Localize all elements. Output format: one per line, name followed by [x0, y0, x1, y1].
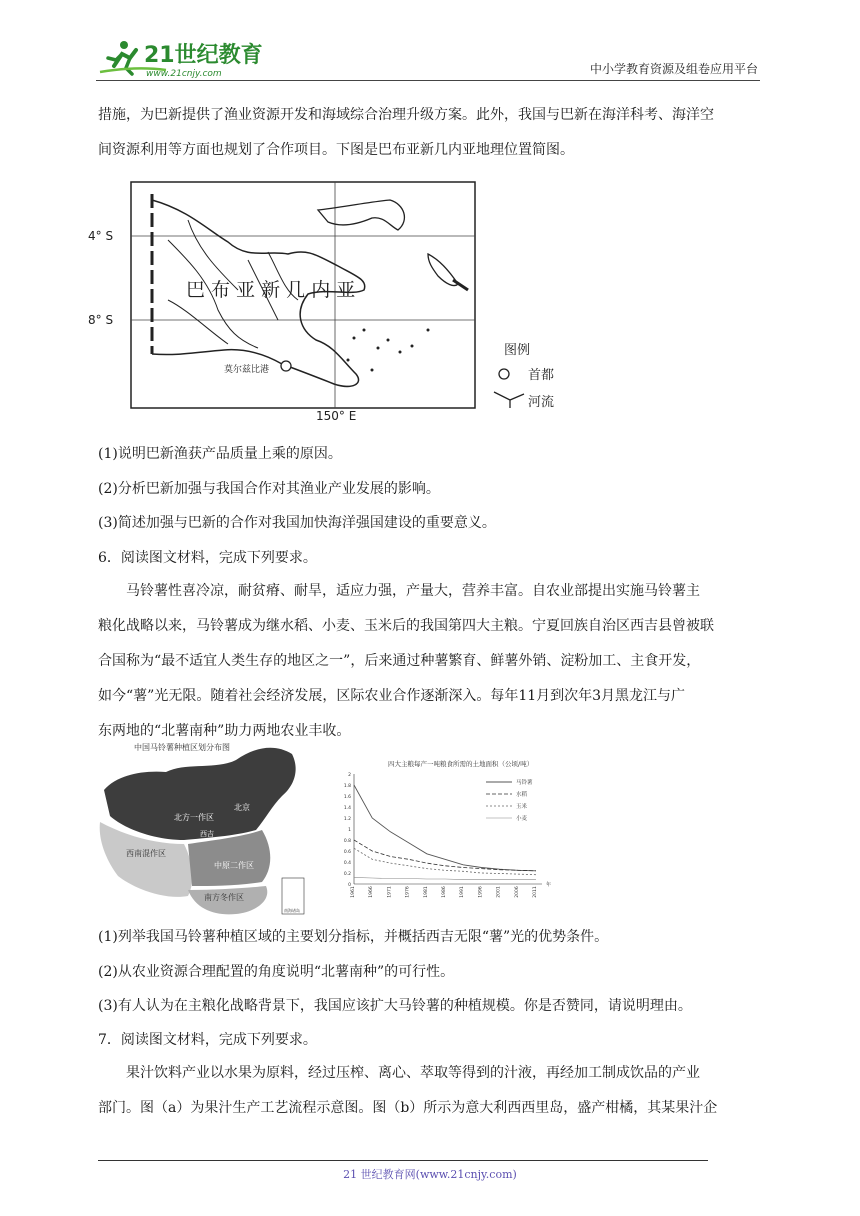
x-tick-label: 1981: [423, 886, 429, 898]
legend-river-label: 河流: [528, 395, 555, 410]
series-line-2: [354, 848, 536, 874]
region-north: [104, 748, 296, 840]
intro-paragraph: [98, 98, 762, 168]
footer-text: 21 世纪教育网(www.21cnjy.com): [343, 1168, 517, 1181]
lon-150e-label: 150° E: [316, 409, 357, 423]
png-map-figure: [88, 180, 568, 423]
legend-river-icon: [494, 392, 524, 408]
legend-label-3: 小麦: [516, 816, 528, 822]
q5-item-2: (2)分析巴新加强与我国合作对其渔业产业发展的影响。: [98, 481, 440, 497]
y-tick-label: 0.6: [343, 850, 351, 855]
y-tick-label: 1.2: [343, 817, 351, 822]
series-line-3: [354, 877, 536, 879]
q6-item-1: (1)列举我国马铃薯种植区域的主要划分指标，并概括西吉无限“薯”光的优势条件。: [98, 929, 609, 945]
q6-passage-line-5: 东两地的“北薯南种”助力两地农业丰收。: [98, 723, 351, 739]
site-logo: [96, 36, 266, 80]
x-tick-label: 2011: [533, 886, 538, 898]
header-divider: [96, 80, 760, 81]
q6-passage: [98, 574, 762, 749]
region-central-label: 中原二作区: [214, 861, 254, 870]
x-tick-label: 1996: [478, 886, 484, 898]
lat-8s-label: 8° S: [88, 313, 114, 327]
inset-label: 南海诸岛: [284, 908, 300, 913]
y-tick-label: 2: [348, 773, 351, 778]
y-tick-label: 1: [348, 828, 351, 833]
q6-passage-line-1: 马铃薯性喜冷凉，耐贫瘠、耐旱，适应力强，产量大，营养丰富。自农业部提出实施马铃薯主: [126, 583, 700, 599]
x-tick-label: 1991: [460, 886, 466, 898]
q6-item-2: (2)从农业资源合理配置的角度说明“北薯南种”的可行性。: [98, 964, 455, 980]
q6-item-3: (3)有人认为在主粮化战略背景下，我国应该扩大马铃薯的种植规模。你是否赞同，请说明理由。: [98, 998, 692, 1014]
x-axis-label: 年: [546, 882, 552, 888]
x-tick-label: 1971: [387, 886, 393, 898]
platform-label: 中小学教育资源及组卷应用平台: [589, 62, 758, 76]
capital-label: 莫尔兹比港: [224, 365, 270, 375]
q6-passage-line-4: 如今“薯”光无限。随着社会经济发展，区际农业合作逐渐深入。每年11月到次年3月黑龙江与广: [98, 688, 686, 704]
q7-passage-line-2: 部门。图（a）为果汁生产工艺流程示意图。图（b）所示为意大利西西里岛，盛产柑橘，其某果汁企: [98, 1100, 718, 1116]
lat-4s-label: 4° S: [88, 229, 114, 243]
logo-sub-text: www.21cnjy.com: [146, 69, 222, 79]
y-tick-label: 0.2: [343, 872, 351, 877]
y-tick-label: 1.4: [343, 806, 351, 811]
q6-title: 6．阅读图文材料，完成下列要求。: [98, 550, 317, 566]
q5-item-1: (1)说明巴新渔获产品质量上乘的原因。: [98, 446, 342, 462]
logo-main-text: 21世纪教育: [144, 43, 263, 68]
y-tick-label: 1.6: [343, 795, 351, 800]
chart-title: 四大主粮每产一吨粮食所需的土地面积（公顷/吨）: [388, 760, 534, 768]
xiji-label: 西吉: [200, 830, 214, 838]
x-tick-label: 1961: [351, 886, 356, 898]
region-south-label: 南方冬作区: [204, 893, 244, 902]
china-map-title: 中国马铃薯种植区划分布图: [134, 743, 230, 752]
potato-land-chart: [340, 756, 594, 906]
q6-passage-line-3: 合国称为“最不适宜人类生存的地区之一”，后来通过种薯繁育、鲜薯外销、淀粉加工、主食开发，: [98, 653, 701, 669]
region-southwest-label: 西南混作区: [126, 849, 166, 858]
x-tick-label: 1976: [405, 886, 411, 898]
y-tick-label: 0.4: [343, 861, 351, 866]
x-tick-label: 2006: [514, 886, 520, 898]
y-tick-label: 1.8: [343, 784, 351, 789]
q7-passage: [98, 1056, 762, 1126]
beijing-label: 北京: [234, 803, 250, 812]
q6-passage-line-2: 粮化战略以来，马铃薯成为继水稻、小麦、玉米后的我国第四大主粮。宁夏回族自治区西吉县曾被联: [98, 618, 714, 634]
chart-plot-area: [344, 772, 551, 898]
footer-divider: [98, 1160, 708, 1161]
legend-capital-icon: [499, 369, 509, 379]
capital-marker: [281, 361, 291, 371]
y-tick-label: 0: [348, 883, 351, 888]
country-label: 巴 布 亚 新 几 内 亚: [186, 279, 356, 301]
legend-title: 图例: [504, 343, 531, 358]
legend-label-1: 水稻: [516, 792, 528, 798]
q7-passage-line-1: 果汁饮料产业以水果为原料，经过压榨、离心、萃取等得到的汁液，再经加工制成饮品的产业: [126, 1065, 700, 1081]
region-north-label: 北方一作区: [174, 813, 214, 822]
q7-title: 7．阅读图文材料，完成下列要求。: [98, 1032, 317, 1048]
x-tick-label: 1986: [442, 886, 447, 898]
x-tick-label: 2001: [496, 886, 502, 898]
series-line-1: [354, 840, 536, 871]
legend-capital-label: 首都: [528, 368, 555, 383]
series-line-0: [354, 785, 536, 871]
china-potato-map: [96, 740, 316, 920]
legend-label-2: 玉米: [516, 804, 528, 810]
intro-line-1: 措施，为巴新提供了渔业资源开发和海域综合治理升级方案。此外，我国与巴新在海洋科考、海洋空: [98, 107, 714, 123]
intro-line-2: 间资源利用等方面也规划了合作项目。下图是巴布亚新几内亚地理位置简图。: [98, 142, 574, 158]
x-tick-label: 1966: [369, 886, 375, 898]
q5-item-3: (3)简述加强与巴新的合作对我国加快海洋强国建设的重要意义。: [98, 515, 496, 531]
legend-label-0: 马铃薯: [516, 780, 533, 786]
y-tick-label: 0.8: [343, 839, 351, 844]
